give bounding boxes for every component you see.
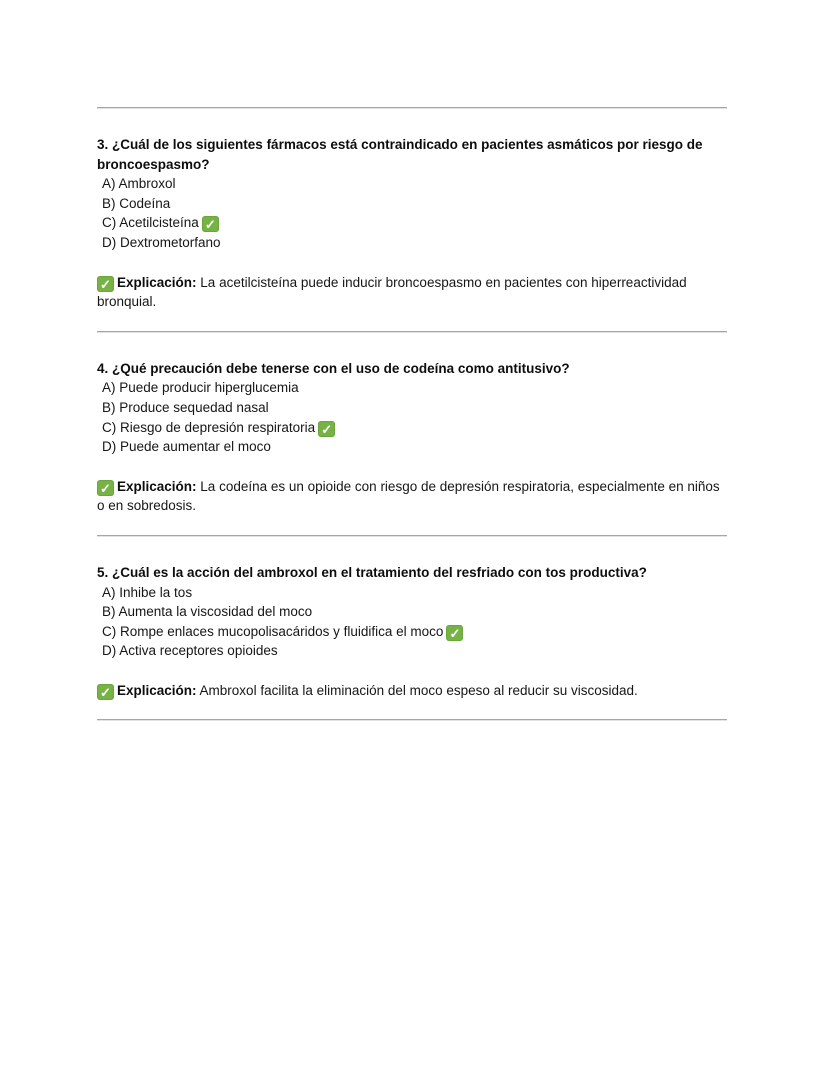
option-c bbox=[102, 418, 727, 438]
option-text: Puede aumentar el moco bbox=[120, 439, 271, 455]
check-tick-glyph: ✓ bbox=[449, 625, 461, 641]
explanation-text: Ambroxol facilita la eliminación del moco espeso al reducir su viscosidad. bbox=[199, 682, 638, 698]
explanation bbox=[97, 477, 727, 516]
option-label: A) bbox=[102, 584, 116, 600]
option-label: A) bbox=[102, 176, 116, 192]
explanation-label: Explicación: bbox=[117, 274, 197, 290]
option-d bbox=[102, 233, 727, 253]
explanation-label: Explicación: bbox=[117, 682, 197, 698]
explanation-text: La codeína es un opioide con riesgo de depresión respiratoria, especialmente en niños o en sobredosis. bbox=[97, 478, 720, 514]
explanation bbox=[97, 273, 727, 312]
option-text: Acetilcisteína bbox=[119, 215, 199, 231]
option-text: Riesgo de depresión respiratoria bbox=[120, 419, 316, 435]
explanation-check-icon bbox=[97, 480, 114, 496]
explanation-label: Explicación: bbox=[117, 478, 197, 494]
option-d bbox=[102, 437, 727, 457]
option-text: Puede producir hiperglucemia bbox=[119, 380, 299, 396]
question-text: ¿Cuál es la acción del ambroxol en el tratamiento del resfriado con tos productiva? bbox=[112, 564, 647, 580]
option-b bbox=[102, 398, 727, 418]
question-text: ¿Cuál de los siguientes fármacos está contraindicado en pacientes asmáticos por riesgo de broncoespasmo? bbox=[97, 137, 703, 172]
question-number: 3. bbox=[97, 137, 109, 152]
option-a bbox=[102, 583, 727, 603]
option-label: B) bbox=[102, 604, 116, 620]
option-text: Codeína bbox=[119, 195, 171, 211]
section-divider bbox=[97, 719, 727, 721]
check-tick-glyph: ✓ bbox=[321, 421, 333, 437]
explanation-check-icon bbox=[97, 276, 114, 292]
option-a bbox=[102, 378, 727, 398]
option-label: D) bbox=[102, 643, 117, 659]
option-label: A) bbox=[102, 380, 116, 396]
question-block-3 bbox=[97, 135, 727, 312]
option-text: Ambroxol bbox=[118, 176, 176, 192]
option-label: D) bbox=[102, 234, 117, 250]
question-number: 4. bbox=[97, 360, 109, 376]
options-list bbox=[97, 378, 727, 456]
question-heading bbox=[97, 359, 727, 379]
explanation-text: La acetilcisteína puede inducir broncoespasmo en pacientes con hiperreactividad bronquial. bbox=[97, 274, 687, 310]
option-text: Activa receptores opioides bbox=[119, 643, 278, 659]
option-a bbox=[102, 174, 727, 194]
option-label: B) bbox=[102, 399, 116, 415]
check-tick-glyph: ✓ bbox=[204, 217, 216, 233]
section-divider bbox=[97, 331, 727, 333]
option-d bbox=[102, 641, 727, 661]
correct-check-icon bbox=[318, 421, 335, 437]
option-label: C) bbox=[102, 215, 117, 231]
option-text: Aumenta la viscosidad del moco bbox=[118, 604, 313, 620]
question-heading bbox=[97, 135, 727, 174]
section-divider bbox=[97, 107, 727, 109]
option-c bbox=[102, 213, 727, 233]
option-label: C) bbox=[102, 623, 117, 639]
option-c bbox=[102, 622, 727, 642]
check-tick-glyph: ✓ bbox=[100, 480, 111, 496]
correct-check-icon bbox=[202, 216, 219, 232]
option-b bbox=[102, 194, 727, 214]
options-list bbox=[97, 583, 727, 661]
section-divider bbox=[97, 535, 727, 537]
option-text: Rompe enlaces mucopolisacáridos y fluidifica el moco bbox=[120, 623, 444, 639]
document-content bbox=[0, 107, 828, 721]
option-text: Produce sequedad nasal bbox=[119, 399, 269, 415]
question-heading bbox=[97, 563, 727, 583]
options-list bbox=[97, 174, 727, 252]
question-block-5 bbox=[97, 563, 727, 701]
correct-check-icon bbox=[446, 625, 463, 641]
option-b bbox=[102, 602, 727, 622]
option-label: C) bbox=[102, 419, 117, 435]
check-tick-glyph: ✓ bbox=[100, 276, 111, 292]
explanation bbox=[97, 681, 727, 701]
question-number: 5. bbox=[97, 564, 109, 580]
option-text: Inhibe la tos bbox=[119, 584, 193, 600]
explanation-check-icon bbox=[97, 684, 114, 700]
check-tick-glyph: ✓ bbox=[100, 684, 111, 700]
option-label: D) bbox=[102, 439, 117, 455]
option-text: Dextrometorfano bbox=[120, 234, 221, 250]
option-label: B) bbox=[102, 195, 116, 211]
question-block-4 bbox=[97, 359, 727, 516]
question-text: ¿Qué precaución debe tenerse con el uso de codeína como antitusivo? bbox=[112, 360, 570, 376]
